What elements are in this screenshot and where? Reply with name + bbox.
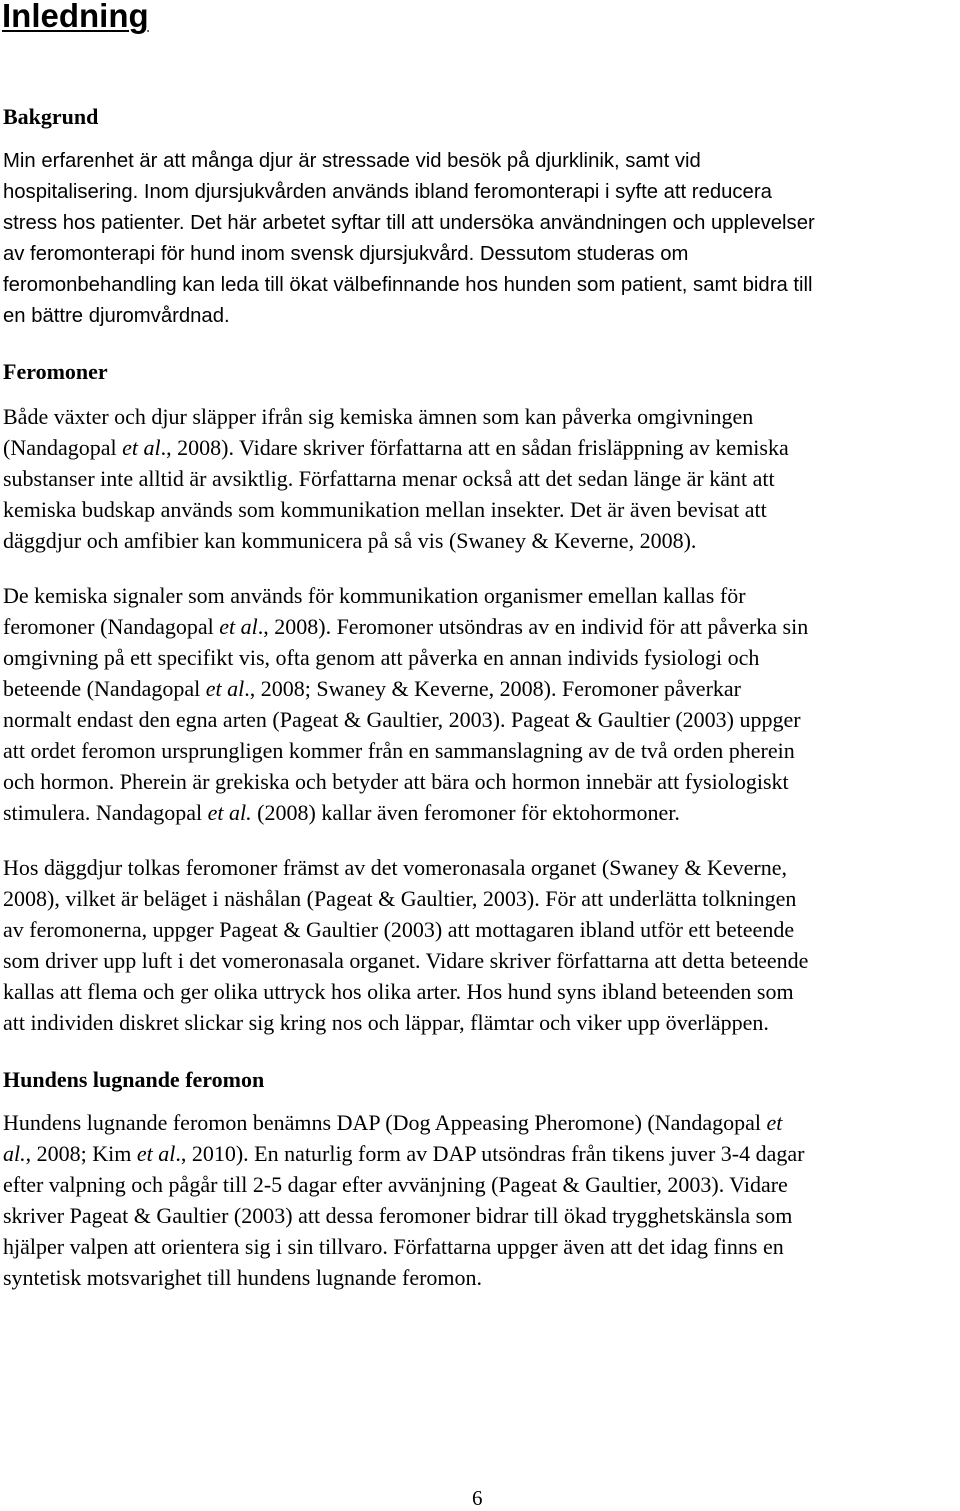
text-run: och hormon. Pherein är grekiska och betyder att bära och hormon innebär att fysiologiskt [3,769,789,794]
text-line [3,301,960,332]
italic-text-run: et al [219,614,258,639]
text-run: Hundens lugnande feromon benämns DAP (Dog Appeasing Pheromone) (Nandagopal [3,1110,767,1135]
text-run: (Nandagopal [3,435,123,460]
text-line [3,270,960,301]
text-line [3,494,960,525]
text-line [3,146,960,177]
text-line [3,883,960,914]
text-line [3,945,960,976]
text-line [3,766,960,797]
text-line [3,852,960,883]
page-title: Inledning [2,0,149,34]
text-run: feromoner (Nandagopal [3,614,220,639]
text-run: ., 2008; Swaney & Keverne, 2008). Feromoner påverkar [244,676,741,701]
text-line [3,611,960,642]
section-heading-hundens-lugnande-feromon: Hundens lugnande feromon [3,1067,265,1092]
paragraph-feromoner-3 [3,852,960,1038]
text-run: Både växter och djur släpper ifrån sig kemiska ämnen som kan påverka omgivningen [3,404,754,429]
text-run: ., 2010). En naturlig form av DAP utsöndras från tikens juver 3-4 dagar [175,1141,805,1166]
text-run: omgivning på ett specifikt vis, ofta genom att påverka en annan individs fysiologi och [3,645,760,670]
text-run: beteende (Nandagopal [3,676,206,701]
text-run: kemiska budskap används som kommunikation mellan insekter. Det är även bevisat att [3,497,767,522]
italic-text-run: et [766,1110,783,1135]
text-run: stress hos patienter. Det här arbetet syftar till att undersöka användningen och upplevelser [3,212,815,234]
text-line [3,401,960,432]
text-run: att individen diskret slickar sig kring nos och läppar, flämtar och viker upp överläppen. [3,1010,769,1035]
text-run: en bättre djuromvårdnad. [3,305,230,327]
text-run: hjälper valpen att orientera sig i sin tillvaro. Författarna uppger även att det idag finns en [3,1234,784,1259]
paragraph-bakgrund [3,146,960,332]
text-run: Min erfarenhet är att många djur är stressade vid besök på djurklinik, samt vid [3,150,701,172]
text-line [3,1231,960,1262]
text-line [3,463,960,494]
text-run: 2008), vilket är beläget i näshålan (Pageat & Gaultier, 2003). För att underlätta tolkningen [3,886,797,911]
text-line [3,1107,960,1138]
text-run: (2008) kallar även feromoner för ektohormoner. [251,800,680,825]
text-run: feromonbehandling kan leda till ökat välbefinnande hos hunden som patient, samt bidra till [3,274,813,296]
paragraph-hundens-lugnande-feromon [3,1107,960,1293]
paragraph-feromoner-2 [3,580,960,828]
text-line [3,1169,960,1200]
text-line [3,673,960,704]
text-run: skriver Pageat & Gaultier (2003) att dessa feromoner bidrar till ökad trygghetskänsla som [3,1203,793,1228]
text-line [3,976,960,1007]
text-run: syntetisk motsvarighet till hundens lugnande feromon. [3,1265,483,1290]
italic-text-run: al. [3,1141,26,1166]
italic-text-run: et al. [207,800,252,825]
italic-text-run: et al [136,1141,176,1166]
italic-text-run: et al [122,435,161,460]
italic-text-run: et al [205,676,245,701]
text-line [3,432,960,463]
text-line [3,797,960,828]
section-heading-bakgrund: Bakgrund [3,104,99,129]
text-line [3,1262,960,1293]
text-line [3,208,960,239]
text-run: , 2008; Kim [25,1141,137,1166]
text-line [3,704,960,735]
text-run: normalt endast den egna arten (Pageat & Gaultier, 2003). Pageat & Gaultier (2003) uppger [3,707,801,732]
text-run: Hos däggdjur tolkas feromoner främst av det vomeronasala organet (Swaney & Keverne, [3,855,788,880]
text-line [3,914,960,945]
text-run: substanser inte alltid är avsiktlig. Författarna menar också att det sedan länge är känt att [3,466,775,491]
text-line [3,580,960,611]
text-line [3,735,960,766]
section-heading-feromoner: Feromoner [3,359,108,384]
text-run: hospitalisering. Inom djursjukvården används ibland feromonterapi i syfte att reducera [3,181,772,203]
page-number: 6 [472,1486,483,1510]
text-run: De kemiska signaler som används för kommunikation organismer emellan kallas för [3,583,746,608]
text-line [3,642,960,673]
text-run: efter valpning och pågår till 2-5 dagar efter avvänjning (Pageat & Gaultier, 2003). Vidare [3,1172,788,1197]
text-line [3,1200,960,1231]
text-line [3,1138,960,1169]
text-run: ., 2008). Feromoner utsöndras av en individ för att påverka sin [257,614,809,639]
text-run: stimulera. Nandagopal [3,800,208,825]
text-line [3,1007,960,1038]
paragraph-feromoner-1 [3,401,960,556]
text-run: ., 2008). Vidare skriver författarna att en sådan frisläppning av kemiska [160,435,789,460]
text-run: kallas att flema och ger olika uttryck hos olika arter. Hos hund syns ibland beteenden som [3,979,794,1004]
text-line [3,525,960,556]
text-line [3,239,960,270]
text-line [3,177,960,208]
text-run: som driver upp luft i det vomeronasala organet. Vidare skriver författarna att detta beteende [3,948,809,973]
text-run: att ordet feromon ursprungligen kommer från en sammanslagning av de två orden pherein [3,738,795,763]
text-run: av feromonerna, uppger Pageat & Gaultier (2003) att mottagaren ibland utför ett beteende [3,917,795,942]
text-run: av feromonterapi för hund inom svensk djursjukvård. Dessutom studeras om [3,243,689,265]
text-run: däggdjur och amfibier kan kommunicera på så vis (Swaney & Keverne, 2008). [3,528,697,553]
